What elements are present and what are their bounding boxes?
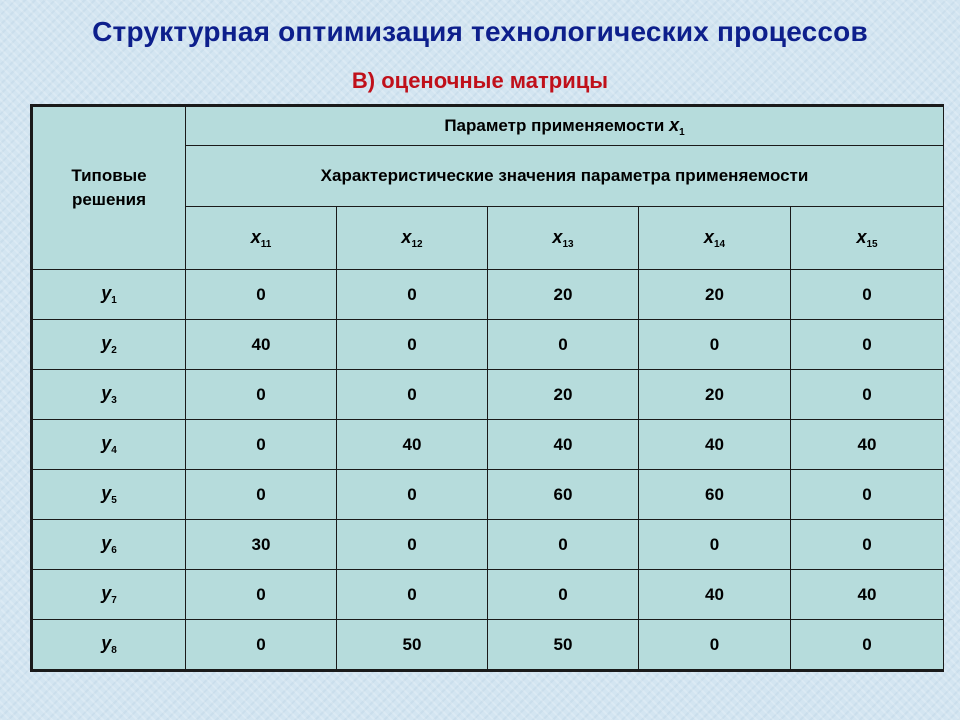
column-header-x14 bbox=[639, 207, 791, 270]
table-cell: 60 bbox=[639, 470, 791, 520]
row-sub: 2 bbox=[111, 345, 117, 356]
table-cell: 0 bbox=[791, 270, 944, 320]
page-subtitle: В) оценочные матрицы bbox=[351, 68, 609, 93]
table-cell: 0 bbox=[791, 370, 944, 420]
table-cell: 20 bbox=[639, 270, 791, 320]
column-header-x11 bbox=[186, 207, 337, 270]
table-cell: 40 bbox=[791, 570, 944, 620]
table-cell: 0 bbox=[639, 320, 791, 370]
table-cell: 0 bbox=[488, 320, 639, 370]
table-row bbox=[32, 370, 944, 420]
corner-line-1: Типовые bbox=[71, 166, 147, 185]
column-sub: 12 bbox=[411, 238, 423, 250]
column-var: x bbox=[856, 226, 867, 247]
table-cell: 0 bbox=[488, 570, 639, 620]
column-header-x12 bbox=[337, 207, 488, 270]
corner-line-2: решения bbox=[71, 190, 147, 209]
table-cell: 0 bbox=[337, 470, 488, 520]
table-cell: 40 bbox=[186, 320, 337, 370]
row-sub: 4 bbox=[111, 445, 117, 456]
param-sub: 1 bbox=[679, 126, 685, 138]
table-cell: 0 bbox=[337, 270, 488, 320]
table-cell: 0 bbox=[337, 570, 488, 620]
evaluation-matrix bbox=[30, 104, 944, 672]
table-row bbox=[32, 470, 944, 520]
table-cell: 60 bbox=[488, 470, 639, 520]
table-cell: 50 bbox=[488, 620, 639, 671]
table-cell: 20 bbox=[639, 370, 791, 420]
table-cell: 0 bbox=[488, 520, 639, 570]
table-cell: 0 bbox=[186, 270, 337, 320]
column-sub: 11 bbox=[260, 238, 272, 250]
column-sub: 15 bbox=[866, 238, 878, 250]
row-label bbox=[32, 320, 186, 370]
column-header-x15 bbox=[791, 207, 944, 270]
table-row bbox=[32, 420, 944, 470]
param-label: Параметр применяемости bbox=[444, 115, 670, 135]
row-var: y bbox=[101, 283, 112, 303]
row-var: y bbox=[101, 333, 112, 353]
table-cell: 0 bbox=[791, 520, 944, 570]
page-title: Структурная оптимизация технологических процессов bbox=[92, 16, 868, 47]
column-var: x bbox=[250, 226, 261, 247]
row-sub: 6 bbox=[111, 545, 117, 556]
table-row bbox=[32, 570, 944, 620]
row-var: y bbox=[101, 633, 112, 653]
table-cell: 0 bbox=[186, 420, 337, 470]
column-var: x bbox=[401, 226, 412, 247]
table-row bbox=[32, 620, 944, 671]
table-cell: 0 bbox=[337, 370, 488, 420]
row-sub: 5 bbox=[111, 495, 117, 506]
row-var: y bbox=[101, 383, 112, 403]
column-var: x bbox=[552, 226, 563, 247]
row-sub: 3 bbox=[111, 395, 117, 406]
row-label bbox=[32, 470, 186, 520]
row-label bbox=[32, 270, 186, 320]
row-label bbox=[32, 570, 186, 620]
table-cell: 0 bbox=[337, 320, 488, 370]
row-var: y bbox=[101, 533, 112, 553]
column-var: x bbox=[703, 226, 714, 247]
table-row bbox=[32, 320, 944, 370]
table-cell: 40 bbox=[337, 420, 488, 470]
table-cell: 0 bbox=[186, 370, 337, 420]
row-var: y bbox=[101, 583, 112, 603]
table-cell: 0 bbox=[791, 320, 944, 370]
typical-solutions-header bbox=[32, 106, 186, 270]
table-row bbox=[32, 270, 944, 320]
table-cell: 40 bbox=[639, 570, 791, 620]
characteristic-values-header: Характеристические значения параметра применяемости bbox=[186, 146, 944, 207]
table-cell: 0 bbox=[791, 620, 944, 671]
param-var: x bbox=[669, 114, 680, 135]
table-cell: 40 bbox=[488, 420, 639, 470]
row-label bbox=[32, 420, 186, 470]
table-cell: 0 bbox=[791, 470, 944, 520]
row-var: y bbox=[101, 483, 112, 503]
table-cell: 0 bbox=[337, 520, 488, 570]
row-sub: 1 bbox=[111, 295, 117, 306]
table-cell: 20 bbox=[488, 270, 639, 320]
row-label bbox=[32, 370, 186, 420]
table-cell: 40 bbox=[639, 420, 791, 470]
table-cell: 40 bbox=[791, 420, 944, 470]
row-sub: 7 bbox=[111, 595, 117, 606]
table-row bbox=[32, 520, 944, 570]
table-cell: 0 bbox=[639, 620, 791, 671]
table-cell: 30 bbox=[186, 520, 337, 570]
table-cell: 0 bbox=[186, 470, 337, 520]
column-header-x13 bbox=[488, 207, 639, 270]
applicability-parameter-header bbox=[186, 106, 944, 146]
row-label bbox=[32, 620, 186, 671]
row-label bbox=[32, 520, 186, 570]
table-cell: 50 bbox=[337, 620, 488, 671]
table-cell: 0 bbox=[186, 620, 337, 671]
table-cell: 0 bbox=[186, 570, 337, 620]
table-cell: 20 bbox=[488, 370, 639, 420]
row-var: y bbox=[101, 433, 112, 453]
column-sub: 13 bbox=[562, 238, 574, 250]
row-sub: 8 bbox=[111, 645, 117, 656]
table-cell: 0 bbox=[639, 520, 791, 570]
column-sub: 14 bbox=[713, 238, 726, 250]
